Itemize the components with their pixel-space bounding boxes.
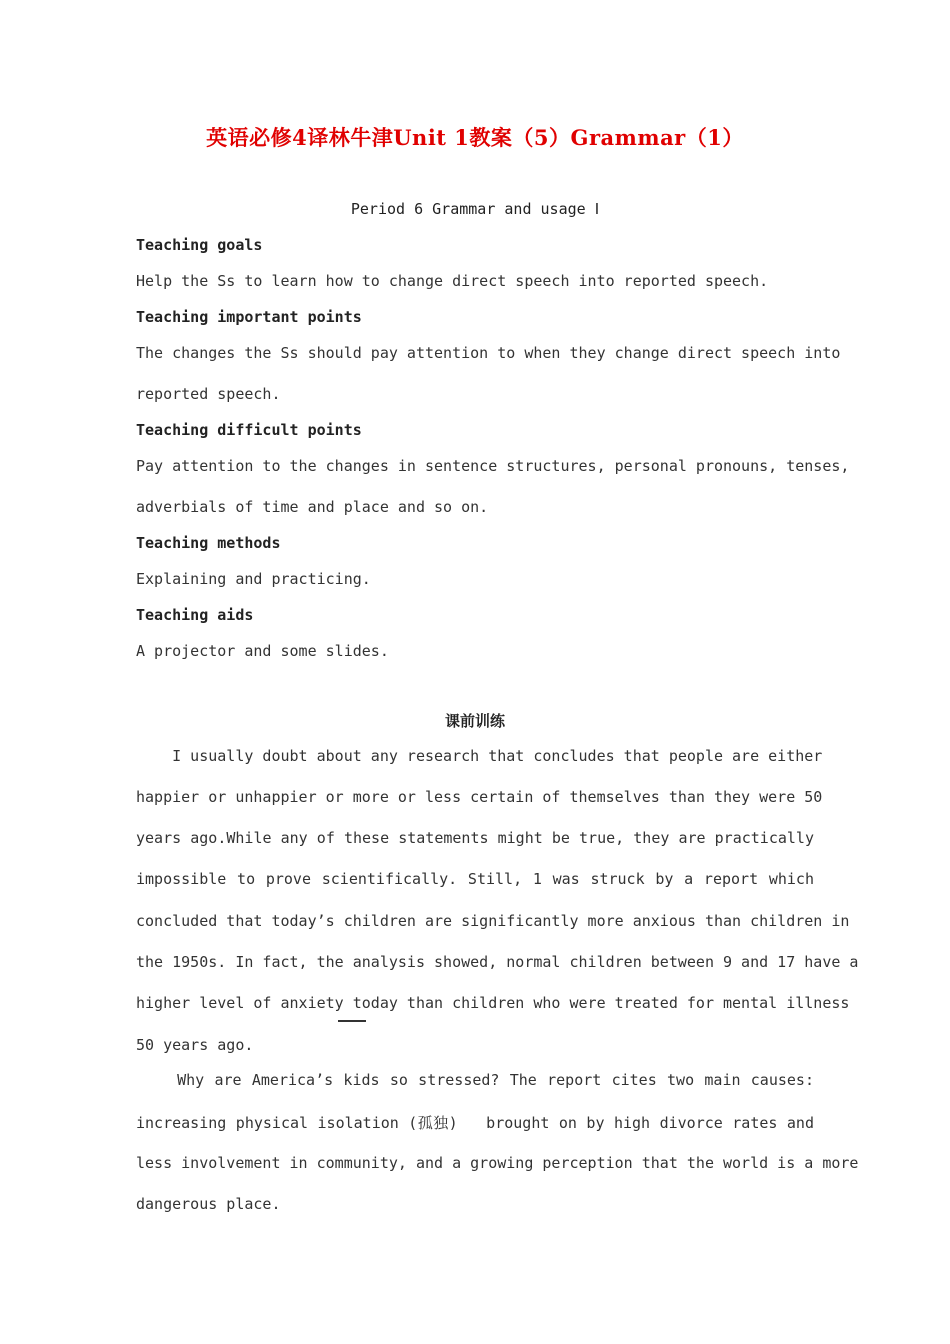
underline-mark — [338, 1020, 366, 1022]
passage-line: Why are America’s kids so stressed? The report cites two main causes: — [136, 1071, 814, 1089]
goals-text: Help the Ss to learn how to change direct speech into reported speech. — [136, 272, 769, 290]
passage-line: 50 years ago. — [136, 1036, 254, 1054]
goals-heading: Teaching goals — [136, 236, 263, 254]
period-heading: Period 6 Grammar and usage Ⅰ — [350, 200, 600, 218]
passage-line: impossible to prove scientifically. Still, 1 was struck by a report which — [136, 870, 814, 888]
passage-line: happier or unhappier or more or less certain of themselves than they were 50 — [136, 788, 823, 806]
passage-line: I usually doubt about any research that concludes that people are either — [136, 747, 823, 765]
passage-line: less involvement in community, and a growing perception that the world is a more — [136, 1154, 859, 1172]
aids-text: A projector and some slides. — [136, 642, 389, 660]
difficult-text-line-1: Pay attention to the changes in sentence structures, personal pronouns, tenses, — [136, 457, 850, 475]
important-heading: Teaching important points — [136, 308, 362, 326]
passage-line: years ago.While any of these statements might be true, they are practically — [136, 829, 814, 847]
passage-line: increasing physical isolation (孤独) brought on by high divorce rates and — [136, 1114, 814, 1132]
methods-text: Explaining and practicing. — [136, 570, 371, 588]
passage-line: the 1950s. In fact, the analysis showed, normal children between 9 and 17 have a — [136, 953, 859, 971]
important-text-line-2: reported speech. — [136, 385, 281, 403]
section-title: 课前训练 — [444, 712, 505, 730]
difficult-heading: Teaching difficult points — [136, 421, 362, 439]
document-title: 英语必修4译林牛津Unit 1教案（5）Grammar（1） — [206, 125, 744, 150]
passage-line: higher level of anxiety today than children who were treated for mental illness — [136, 994, 850, 1012]
passage-line: dangerous place. — [136, 1195, 281, 1213]
passage-line: concluded that today’s children are significantly more anxious than children in — [136, 912, 850, 930]
aids-heading: Teaching aids — [136, 606, 254, 624]
important-text-line-1: The changes the Ss should pay attention to when they change direct speech into — [136, 344, 841, 362]
methods-heading: Teaching methods — [136, 534, 281, 552]
difficult-text-line-2: adverbials of time and place and so on. — [136, 498, 489, 516]
